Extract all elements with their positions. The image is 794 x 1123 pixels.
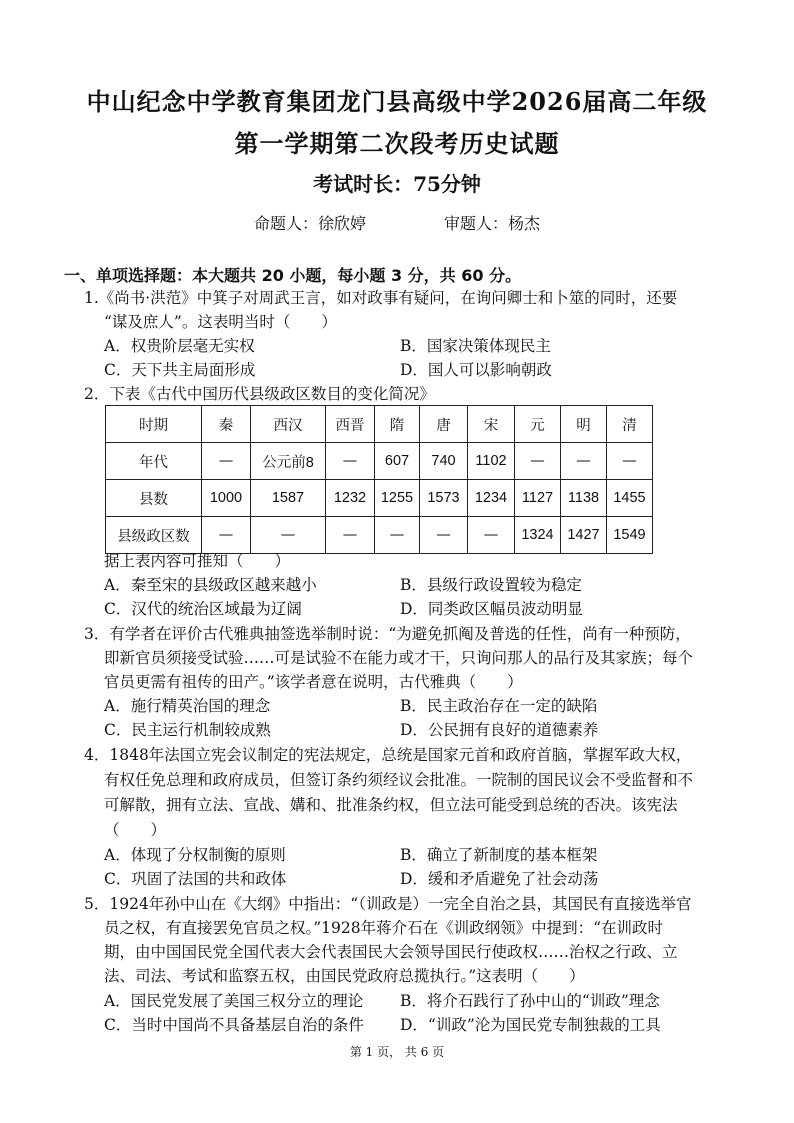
county-data-table (105, 405, 653, 554)
question-5-option-c: C．当时中国尚不具备基层自治的条件 (104, 1016, 364, 1034)
table-header-cell: 宋 (468, 406, 515, 443)
table-cell: 607 (375, 443, 420, 480)
question-4-line: 有权任免总理和政府成员，但签订条约须经议会批准。一院制的国民议会不受监督和不 (104, 771, 694, 789)
table-cell: 1138 (561, 480, 607, 517)
question-1-option-c: C．天下共主局面形成 (104, 361, 256, 379)
question-2-option-d: D．同类政区幅员波动明显 (400, 600, 583, 618)
question-4-option-d: D．缓和矛盾避免了社会动荡 (400, 870, 599, 888)
table-cell: — (251, 517, 326, 554)
question-1-option-a: A．权贵阶层毫无实权 (104, 337, 255, 355)
table-header-cell: 时期 (106, 406, 202, 443)
table-cell: — (468, 517, 515, 554)
table-header-cell: 西晋 (326, 406, 375, 443)
table-cell: — (561, 443, 607, 480)
question-4-option-c: C．巩固了法国的共和政体 (104, 870, 287, 888)
table-cell: — (375, 517, 420, 554)
table-header-cell: 秦 (202, 406, 251, 443)
table-cell: — (326, 443, 375, 480)
table-cell: 公元前8 (251, 443, 326, 480)
question-3-option-c: C．民主运行机制较成熟 (104, 721, 271, 739)
table-header-cell: 隋 (375, 406, 420, 443)
question-4-line: （ ） (104, 821, 167, 839)
table-cell: — (420, 517, 468, 554)
question-5-line: 期，由中国国民党全国代表大会代表国民大会领导国民行使政权……治权之行政、立 (104, 943, 678, 961)
question-4-line: 可解散，拥有立法、宣战、媾和、批准条约权，但立法可能受到总统的否决。该宪法 (104, 796, 678, 814)
table-cell: 县数 (106, 480, 202, 517)
question-4-line: 4．1848年法国立宪会议制定的宪法规定，总统是国家元首和政府首脑，掌握军政大权， (84, 746, 692, 764)
table-row (106, 480, 653, 517)
table-header-cell: 明 (561, 406, 607, 443)
table-cell: — (202, 517, 251, 554)
table-cell: 1587 (251, 480, 326, 517)
table-cell: 1000 (202, 480, 251, 517)
question-3-line: 3．有学者在评价古代雅典抽签选举制时说：“为避免抓阄及普选的任性，尚有一种预防， (84, 625, 691, 643)
exam-duration: 考试时长：75分钟 (313, 172, 481, 196)
question-2-line: 据上表内容可推知（ ） (104, 552, 291, 570)
table-cell: 740 (420, 443, 468, 480)
question-2-option-b: B．县级行政设置较为稳定 (400, 576, 582, 594)
table-cell: — (202, 443, 251, 480)
table-header-cell: 唐 (420, 406, 468, 443)
question-4-option-a: A．体现了分权制衡的原则 (104, 846, 286, 864)
question-1-option-d: D．国人可以影响朝政 (400, 361, 552, 379)
table-cell: — (607, 443, 653, 480)
question-2-option-a: A．秦至宋的县级政区越来越小 (104, 576, 317, 594)
table-cell: 1255 (375, 480, 420, 517)
table-cell: 1549 (607, 517, 653, 554)
question-5-option-d: D．“训政”沦为国民党专制独裁的工具 (400, 1016, 661, 1034)
question-2-option-c: C．汉代的统治区域最为辽阔 (104, 600, 302, 618)
question-setter: 命题人：徐欣婷 (253, 214, 366, 233)
question-1-line: “谋及庶人”。这表明当时（ ） (104, 313, 337, 331)
table-cell: 1102 (468, 443, 515, 480)
table-cell: 1324 (515, 517, 561, 554)
section-heading: 一、单项选择题：本大题共 20 小题，每小题 3 分，共 60 分。 (64, 266, 522, 285)
question-3-line: 官员更需有祖传的田产。”该学者意在说明，古代雅典（ ） (104, 673, 523, 691)
table-row (106, 517, 653, 554)
table-cell: 1232 (326, 480, 375, 517)
table-cell: 1455 (607, 480, 653, 517)
table-cell: 1234 (468, 480, 515, 517)
table-header-cell: 清 (607, 406, 653, 443)
authors (0, 211, 794, 234)
table-header-cell: 元 (515, 406, 561, 443)
question-5-option-a: A．国民党发展了美国三权分立的理论 (104, 992, 364, 1010)
question-1-option-b: B．国家决策体现民主 (400, 337, 551, 355)
question-3-option-d: D．公民拥有良好的道德素养 (400, 721, 599, 739)
question-2-line: 2．下表《古代中国历代县级政区数目的变化简况》 (84, 385, 435, 403)
exam-title-line2: 第一学期第二次段考历史试题 (234, 129, 560, 158)
table-cell: 1573 (420, 480, 468, 517)
table-cell: 1427 (561, 517, 607, 554)
question-5-option-b: B．将介石践行了孙中山的“训政”理念 (400, 992, 660, 1010)
question-5-line: 员之权，有直接罢免官员之权。”1928年蒋介石在《训政纲领》中提到：“在训政时 (104, 919, 664, 937)
question-reviewer: 审题人：杨杰 (444, 214, 541, 233)
question-3-option-b: B．民主政治存在一定的缺陷 (400, 697, 598, 715)
table-row (106, 443, 653, 480)
table-cell: — (326, 517, 375, 554)
table-header-cell: 西汉 (251, 406, 326, 443)
question-4-option-b: B．确立了新制度的基本框架 (400, 846, 598, 864)
table-cell: 1127 (515, 480, 561, 517)
question-5-line: 5．1924年孙中山在《大纲》中指出：“（训政是）一完全自治之县，其国民有直接选举官 (84, 895, 692, 913)
table-header-row (106, 406, 653, 443)
page-footer: 第 1 页， 共 6 页 (349, 1045, 445, 1059)
table-cell: — (515, 443, 561, 480)
question-5-line: 法、司法、考试和监察五权，由国民党政府总揽执行。”这表明（ ） (104, 967, 585, 985)
table-cell: 县级政区数 (106, 517, 202, 554)
question-1-line: 1.《尚书·洪范》中箕子对周武王言，如对政事有疑问，在询问卿士和卜筮的同时，还要 (84, 289, 678, 307)
question-3-line: 即新官员须接受试验……可是试验不在能力或才干，只询问那人的品行及其家族；每个 (104, 649, 694, 667)
exam-title-line1: 中山纪念中学教育集团龙门县高级中学2026届高二年级 (86, 87, 708, 116)
table-cell: 年代 (106, 443, 202, 480)
question-3-option-a: A．施行精英治国的理念 (104, 697, 271, 715)
